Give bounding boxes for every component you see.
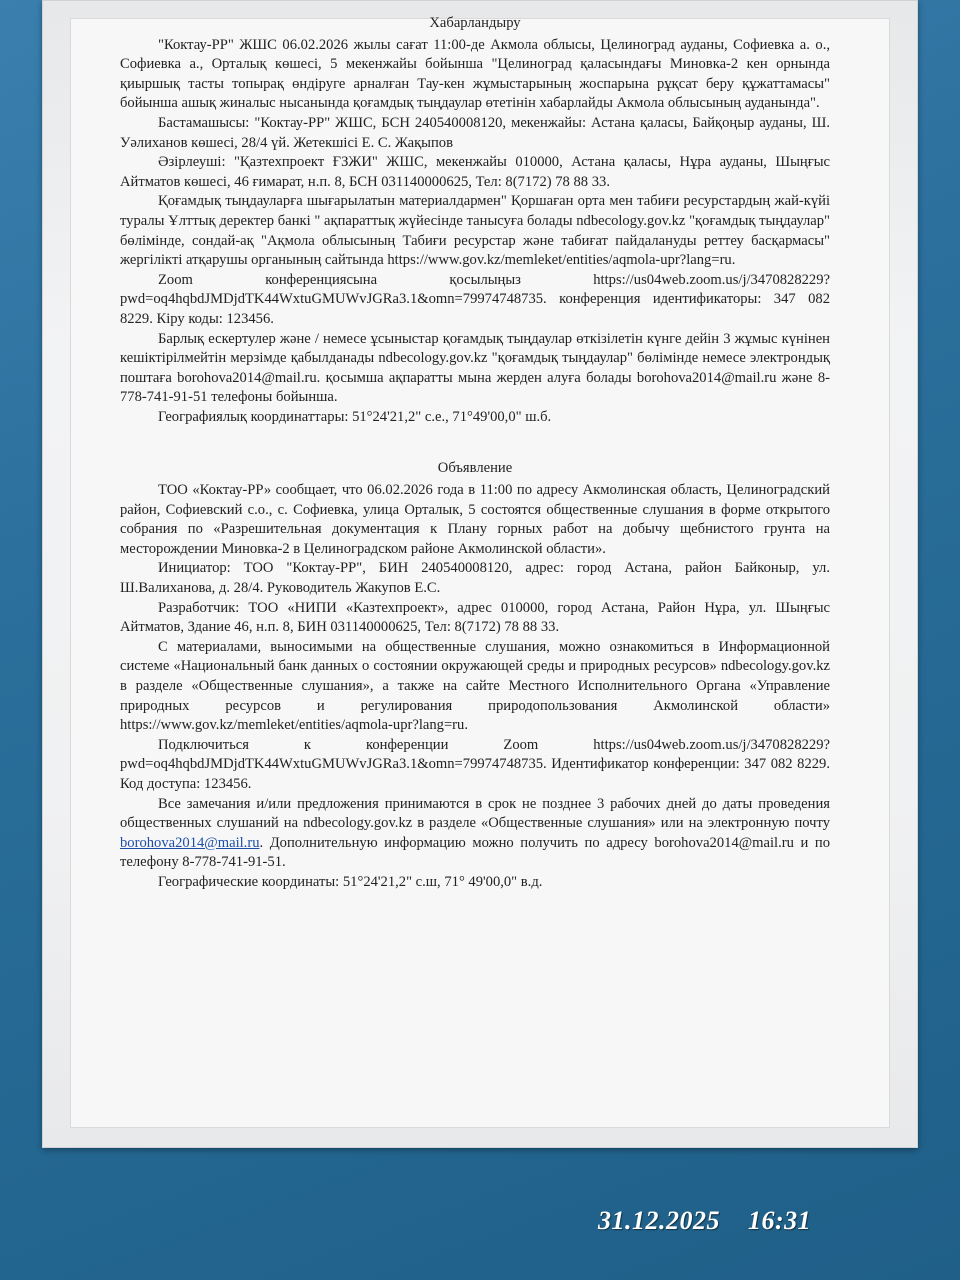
russian-paragraph-initiator: Инициатор: ТОО "Коктау-РР", БИН 240540008120, адрес: город Астана, район Байконыр, ул. Ш.Валиханова, д. 28/4. Руководитель Жакупов Е.С. [120,560,830,597]
russian-comments-text-start: Все замечания и/или предложения принимаются в срок не позднее 3 рабочих дней до даты проведения общественных слушаний на ndbecology.gov.kz в разделе «Общественные слушания» или на электронную почту [120,795,830,832]
kazakh-paragraph-comments: Барлық ескертулер және / немесе ұсыныстар қоғамдық тыңдаулар өткізілетін күнге дейін 3 жұмыс күнінен кешіктірілмейтін мерзімде қабылданады ndbecology.gov.kz "қоғамдық тыңдаулар" бөлімінде немесе электрондық поштаға borohova2014@mail.ru. қосымша ақпаратты мына жерден алуға болады borohova2014@mail.ru және 8-778-741-91-51 телефоны бойынша. [120,330,830,406]
kazakh-paragraph-materials: Қоғамдық тыңдауларға шығарылатын материалдармен" Қоршаған орта мен табиғи ресурстардың жай-күйі туралы Ұлттық деректер банкі " ақпараттық жүйесінде танысуға болады ndbecology.gov.kz "қоғамдық тыңдаулар" бөлімінде, сондай-ақ "Ақмола облысының Табиғи ресурстар және табиғат пайдалануды реттеу басқармасы" жергілікті атқарушы органының сайтында https://www.gov.kz/memleket/entities/aqmola-upr?lang=ru. [120,193,830,269]
russian-paragraph-developer: Разработчик: ТОО «НИПИ «Казтехпроект», адрес 010000, город Астана, Район Нұра, ул. Шыңғыс Айтматов, Здание 46, н.п. 8, БИН 031140000625, Тел: 8(7172) 78 88 33. [120,599,830,636]
russian-paragraph-zoom: Подключиться к конференции Zoom https://us04web.zoom.us/j/3470828229?pwd=oq4hqbdJMDjdTK44WxtuGMUWvJGRa3.1&omn=79974748735. Идентификатор конференции: 347 082 8229. Код доступа: 123456. [120,736,830,792]
kazakh-paragraph-initiator: Бастамашысы: "Коктау-РР" ЖШС, БСН 240540008120, мекенжайы: Астана қаласы, Байқоңыр ауданы, Ш. Уәлиханов көшесі, 28/4 үй. Жетекшісі Е. С. Жақыпов [120,114,830,151]
russian-paragraph-comments [120,795,830,873]
photo-timestamp: 31.12.2025 16:31 [598,1206,812,1235]
russian-heading: Объявление [437,460,513,477]
russian-paragraph-announcement: ТОО «Коктау-РР» сообщает, что 06.02.2026 года в 11:00 по адресу Акмолинская область, Целиноградский район, Софиевский с.о., с. Софиевка, улица Орталык, 5 состоятся общественные слушания в форме открытого собрания по «Разрешительная документация к Плану горных работ на добычу щебнистого грунта на месторождении Миновка-2 в Целиноградском районе Акмолинской области». [120,482,830,557]
kazakh-paragraph-developer: Әзірлеуші: "Қазтехпроект ҒЗЖИ" ЖШС, мекенжайы 010000, Астана қаласы, Нұра ауданы, Шыңғыс Айтматов көшесі, 46 ғимарат, н.п. 8, БСН 031140000625, Тел: 8(7172) 78 88 33. [120,154,830,190]
kazakh-paragraph-announcement: "Коктау-РР" ЖШС 06.02.2026 жылы сағат 11:00-де Акмола облысы, Целиноград ауданы, Софиевка а. о., Софиевка а., Орталық көшесі, 5 мекенжайы бойынша "Целиноград қаласындағы Миновка-2 кен орнында қиыршық тасты топырақ өндіруге арналған Тау-кен жұмыстарының жоспарына рұқсат беру құжаттамасы" бойынша ашық жиналыс нысанында қоғамдық тыңдаулар өтетінін хабарлайды Акмола облысының ауданында". [120,36,830,112]
russian-section [120,459,830,892]
section-gap [120,427,830,459]
kazakh-paragraph-zoom: Zoom конференциясына қосылыңыз https://us04web.zoom.us/j/3470828229?pwd=oq4hqbdJMDjdTK44WxtuGMUWvJGRa3.1&omn=79974748735. конференция идентификаторы: 347 082 8229. Кіру коды: 123456. [120,271,830,327]
notice-content [120,14,830,893]
kazakh-paragraph-coordinates: Географиялық координаттары: 51°24'21,2" с.е., 71°49'00,0" ш.б. [158,408,552,425]
russian-paragraph-coordinates: Географические координаты: 51°24'21,2" с.ш, 71° 49'00,0" в.д. [158,873,543,890]
russian-comments-text-end: . Дополнительную информацию можно получить по адресу borohova2014@mail.ru и по телефону 8-778-741-91-51. [120,834,830,871]
email-link[interactable]: borohova2014@mail.ru [120,834,260,851]
kazakh-section [120,14,830,427]
kazakh-heading: Хабарландыру [429,15,521,31]
russian-paragraph-materials: С материалами, выносимыми на общественные слушания, можно ознакомиться в Информационной системе «Национальный банк данных о состоянии окружающей среды и природных ресурсов» ndbecology.gov.kz в разделе «Общественные слушания», а также на сайте Местного Исполнительного Органа «Управление природных ресурсов и регулирования природопользования Акмолинской области» https://www.gov.kz/memleket/entities/aqmola-upr?lang=ru. [120,638,830,734]
